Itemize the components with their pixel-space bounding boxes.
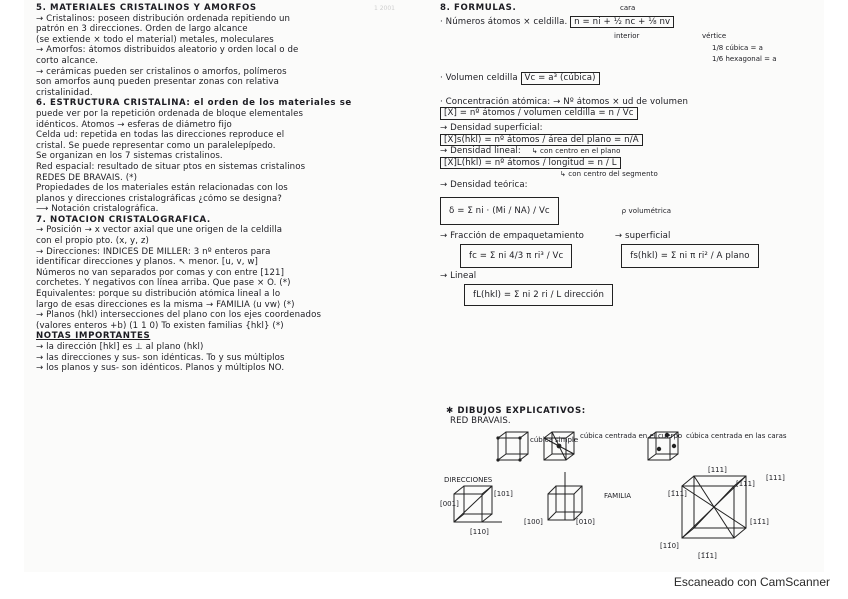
dir-label: [111] [708,466,727,474]
text-line: Números no van separados por comas y con entre [1̄21] [36,267,285,278]
drawings-title: ✱ DIBUJOS EXPLICATIVOS: [446,406,586,416]
pack-formulas [440,241,820,271]
atoms-formula: n = ni + ½ nc + ⅛ nv [570,16,674,29]
lin-note: ↳ con centro del segmento [560,170,658,179]
pack-formula: fc = Σ ni 4/3 π ri³ / Vc [460,244,572,268]
text-line: → Amorfos: átomos distribuidos aleatorio y orden local o de [36,45,299,56]
camscanner-watermark: Escaneado con CamScanner [673,575,830,589]
bcc-label: cúbica centrada en el cuerpo [580,432,683,440]
text-line: cristal. Se puede representar como un paralelepípedo. [36,140,276,151]
text-line: Equivalentes: porque su distribución atómica lineal a lo [36,289,281,300]
vol-note: ρ volumétrica [621,206,672,215]
text-line: Propiedades de los materiales están relacionadas con los [36,183,288,194]
right-column [440,3,820,308]
cara-label: cara [620,4,636,13]
lin-formula: [X]L(hkl) = nº átomos / longitud = n / L [440,157,621,170]
theo-label: → Densidad teórica: [440,179,528,190]
text-line: largo de esas direcciones es la misma → FAMILIA ⟨u vw⟩ (*) [36,299,295,310]
atoms-per-cell [440,16,820,29]
surf-formula: [X]s(hkl) = nº átomos / área del plano = n/A [440,134,643,147]
theo-row [440,191,820,231]
text-line: corchetes. Y negativos con línea arriba. Que pase × O. (*) [36,278,291,289]
dir-label: [11̄1] [750,518,769,526]
left-column [36,3,408,374]
text-line: Se organizan en los 7 sistemas cristalinos. [36,151,223,162]
linear-row [440,282,820,308]
cubic-simple-label: cúbica simple [530,436,579,444]
text-line: son amorfos aunq pueden presentar zonas con relativa [36,77,279,88]
pack-surface-formula: fs(hkl) = Σ ni π ri² / A plano [621,244,758,268]
text-line: Celda ud: repetida en todas las direcciones reproduce el [36,130,285,141]
dir-label: [110] [470,528,489,536]
text-line: puede ver por la repetición ordenada de bloque elementales [36,108,304,119]
linear-formula: fL(hkl) = Σ ni 2 ri / L dirección [464,284,613,306]
dir-label: [100] [524,518,543,526]
text-line: patrón en 3 direcciones. Orden de largo alcance [36,24,248,35]
section-5-title: 5. MATERIALES CRISTALINOS Y AMORFOS [36,3,257,13]
crystal-drawings [440,424,820,564]
vertice-label: vértice [702,32,727,41]
faint-mark: 1 2001 [374,5,395,12]
pack-label: → Fracción de empaquetamiento [440,230,585,241]
text-line: → Planos (hkl) intersecciones del plano con los ejes coordenados [36,310,322,321]
notes-heading: NOTAS IMPORTANTES [36,331,151,342]
theo-formula: δ = Σ ni · (Mi / NA) / Vc [440,197,559,225]
atoms-label: · Números átomos × celdilla. [440,16,568,27]
text-line: → Direcciones: ÍNDICES DE MILLER: 3 nº enteros para [36,246,271,257]
cube-simple-icon [498,432,528,460]
text-line: REDES DE BRAVAIS. (*) [36,172,138,183]
family-label: FAMILIA [604,492,632,500]
conc-label: · Concentración atómica: → Nº átomos × ud de volumen [440,96,689,107]
conc-formula: [X] = nº átomos / volumen celdilla = n / Vc [440,107,638,120]
text-line: ⟶ Notación cristalográfica. [36,204,159,215]
text-line: (valores enteros +b) (1 1̄ 0) To existen familias {hkl} (*) [36,320,284,331]
dir-label: [001] [440,500,459,508]
text-line: (se extiende × todo el material) metales, moleculares [36,34,274,45]
section-6-title: 6. ESTRUCTURA CRISTALINA: el orden de los materiales se [36,98,352,109]
text-line: identificar direcciones y planos. ↖ menor. [u, v, w] [36,257,258,268]
lin-row [440,146,820,157]
text-line: cristalinidad. [36,87,93,98]
text-line: planos y direcciones cristalográficas ¿cómo se designa? [36,193,282,204]
dir-label: [101] [494,490,513,498]
text-line: corto alcance. [36,55,99,66]
section-8-title: 8. FÓRMULAS. [440,3,517,13]
text-line: → los planos y sus- son idénticos. Planos y múltiplos NO. [36,363,285,374]
cubic-label: 1/8 cúbica = a [712,44,763,53]
dir-label: [1̄11] [736,480,755,488]
volume-label: · Volumen celdilla [440,73,518,84]
text-line: con el propio pto. (x, y, z) [36,236,149,247]
text-line: → las direcciones y sus- son idénticas. To y sus múltiplos [36,352,285,363]
text-line: Red espacial: resultado de situar ptos en sistemas cristalinos [36,161,306,172]
hex-label: 1/6 hexagonal = a [712,55,777,64]
fcc-label: cúbica centrada en las caras [686,432,787,440]
text-line: → la dirección [hkl] es ⊥ al plano (hkl) [36,342,204,352]
dir-label: [1̄11] [668,490,687,498]
direction-cube-2-icon [548,472,582,520]
section-7-title: 7. NOTACIÓN CRISTALOGRÁFICA. [36,214,211,225]
volume-row [440,72,820,85]
volume-formula: Vc = a³ (cúbica) [521,72,600,85]
dir-label: [1̄1̄1] [698,552,717,560]
linear-label: → Lineal [440,271,477,282]
text-line: → Posición → x vector axial que une origen de la celdilla [36,225,283,236]
lin-label: → Densidad lineal: [440,146,521,157]
pack-row [440,231,820,242]
surf-label: → Densidad superficial: [440,122,543,133]
text-line: idénticos. Átomos → esferas de diámetro fijo [36,119,232,130]
dir-label: [010] [576,518,595,526]
pack-surface-label: → superficial [614,230,671,241]
surf-note: ↳ con centro en el plano [531,147,621,156]
text-line: → Cristalinos: poseen distribución ordenada repitiendo un [36,13,291,24]
dir-label: [11̄0] [660,542,679,550]
text-line: → cerámicas pueden ser cristalinos o amorfos, polímeros [36,66,287,77]
directions-label: DIRECCIONES [444,476,493,484]
dir-label: [111] [766,474,785,482]
interior-label: interior [614,32,640,41]
bravais-label: RED BRAVAIS. [450,416,511,426]
